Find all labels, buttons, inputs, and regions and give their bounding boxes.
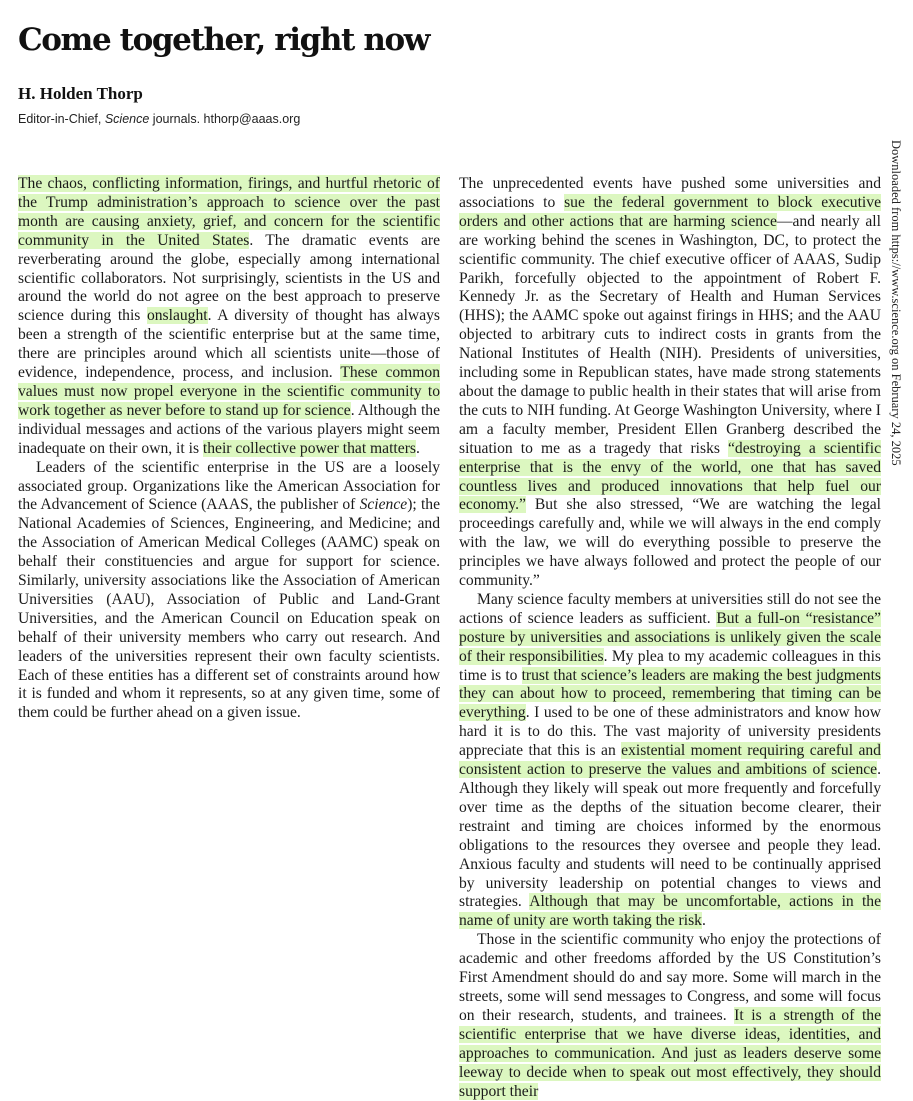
highlight: It is a strength of the scientific enterprise that we have diverse ideas, identities, and approaches to communication. And just as leaders deserve some leeway to decide when to speak out most effectively, they should support their [459, 1006, 882, 1100]
paragraph-text: . [415, 439, 420, 457]
paragraph-5 [459, 931, 881, 1101]
article-column-left [18, 175, 440, 723]
highlight: “destroying a scientific enterprise that is the envy of the world, one that has saved countless lives and produced innovations that help fuel our economy.” [459, 439, 881, 514]
paragraph-text: . A diversity of thought has always been a strength of the scientific enterprise but at the same time, there are principles around which all scientists unite—those of evidence, independence, process, and inclusion. [18, 307, 440, 382]
paragraph-text: —and nearly all are working behind the scenes in Washington, DC, to protect the scientific community. The chief executive officer of AAAS, Sudip Parikh, forcefully objected to the appointment of Robert F. Kennedy Jr. as the Secretary of Health and Human Services (HHS); the AAMC spoke out against firings in HHS; and the AAU objected to arbitrary cuts to indirect costs in grants from the National Institutes of Health (NIH). Presidents of universities, including some in Republican states, have made strong statements about the damage to public health in their states that will arise from the cuts to NIH funding. At George Washington University, where I am a faculty member, President Ellen Granberg described the situation to me as a tragedy that risks [459, 212, 881, 457]
paragraph-2 [18, 459, 440, 724]
article-column-right [459, 175, 881, 1101]
article-title: Come together, right now [18, 22, 430, 58]
paragraph-text: Those in the scientific community who enjoy the protections of academic and other freedoms afforded by the US Constitution’s First Amendment should do and say more. Some will march in the streets, some will send messages to Congress, and some will focus on their research, students, and trainees. [459, 931, 881, 1024]
affiliation-journal: Science [104, 112, 150, 126]
download-watermark [884, 140, 910, 960]
highlight: sue the federal government to block executive orders and other actions that are harming science [459, 193, 881, 230]
paragraph-4 [459, 591, 881, 931]
highlight: These common values must now propel everyone in the scientific community to work together as never before to stand up for science [18, 364, 440, 419]
paragraph-text: But she also stressed, “We are watching the legal proceedings carefully and, while we will always in the end comply with the law, we will do everything possible to preserve the principles we have always followed and protect the people of our community.” [459, 496, 881, 590]
paragraph-text: ); the National Academies of Sciences, Engineering, and Medicine; and the Association of American Medical Colleges (AAMC) speak on behalf their constituencies and argue for support for science. Similarly, university associations like the Association of American Universities (AAU), Association of Public and Land-Grant Universities, and the American Council on Education speak on behalf of their university members who carry out research. And leaders of the universities represent their own faculty scientists. Each of these entities has a different set of constraints around how it is funded and whom it represents, so at any given time, some of them could be further ahead on a given issue. [18, 496, 440, 722]
paragraph-text: . My plea to my academic colleagues in this time is to [459, 647, 881, 684]
paragraph-text: . Although they likely will speak out more frequently and forcefully over time as the depths of the situation become clearer, their restraint and timing are choices informed by the enormous obligations to the resources they oversee and people they lead. Anxious faculty and students will need to be continually apprised by university leadership on potential changes to views and strategies. [459, 761, 881, 911]
paragraph-text: . The dramatic events are reverberating around the globe, especially among international scientific collaborators. Not surprisingly, scientists in the US and around the world do not agree on the best approach to preserve science during this [18, 231, 440, 325]
paragraph-text: . Although the individual messages and actions of the various players might seem inadequate on their own, it is [18, 401, 440, 457]
paragraph-1 [18, 175, 440, 459]
author-affiliation [18, 112, 300, 126]
highlight: Although that may be uncomfortable, actions in the name of unity are worth taking the risk [459, 893, 881, 930]
paragraph-text: The unprecedented events have pushed some universities and associations to [459, 175, 881, 211]
affiliation-role: Editor-in-Chief, [18, 112, 105, 126]
highlight: But a full-on “resistance” posture by universities and associations is unlikely given the scale of their responsibilities [459, 609, 881, 665]
paragraph-3 [459, 175, 881, 591]
paragraph-text: . I used to be one of these administrators and know how hard it is to do this. The vast majority of university presidents appreciate that this is an [459, 704, 881, 760]
author-name: H. Holden Thorp [18, 84, 143, 103]
highlight: The chaos, conflicting information, firings, and hurtful rhetoric of the Trump administration’s approach to science over the past month are causing anxiety, grief, and concern for the scientific community in the United States [18, 175, 440, 249]
highlight: their collective power that matters [202, 439, 416, 457]
paragraph-text: Many science faculty members at universities still do not see the actions of science leaders as sufficient. [459, 590, 881, 627]
journal-name: Science [359, 496, 408, 514]
paragraph-text: Leaders of the scientific enterprise in the US are a loosely associated group. Organizations like the American Association for the Advancement of Science (AAAS, the publisher of [18, 458, 440, 514]
highlight: onslaught [146, 307, 208, 325]
highlight: trust that science’s leaders are making the best judgments they can about how to proceed, remembering that timing can be everything [459, 666, 881, 722]
highlight: existential moment requiring careful and consistent action to preserve the values and ambitions of science [459, 742, 881, 779]
affiliation-email: journals. hthorp@aaas.org [149, 112, 301, 126]
paragraph-text: . [701, 912, 706, 930]
download-note: Downloaded from https://www.science.org on February 24, 2025 [889, 140, 903, 466]
